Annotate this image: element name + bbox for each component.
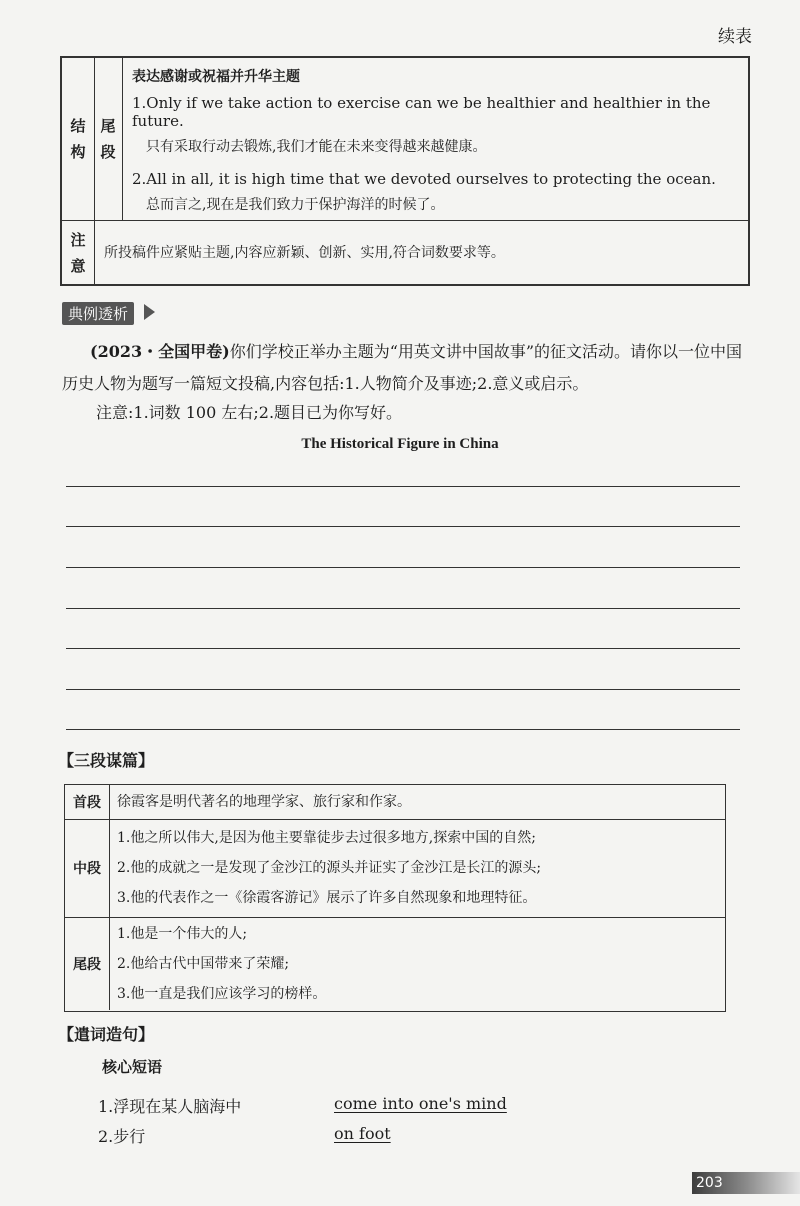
outline-line: 3.他的代表作之一《徐霞客游记》展示了许多自然现象和地理特征。 bbox=[117, 890, 537, 906]
ending-label: 尾 段 bbox=[94, 58, 123, 220]
core-phrases-subheading: 核心短语 bbox=[102, 1058, 163, 1076]
three-parts-heading: 【三段谋篇】 bbox=[58, 751, 155, 770]
outline-row-last bbox=[65, 917, 725, 1010]
outline-row-middle bbox=[65, 819, 725, 918]
example-en: 1.Only if we take action to exercise can we be healthier and healthier in the future. bbox=[132, 94, 711, 130]
prompt-note: 注意:1.词数 100 左右;2.题目已为你写好。 bbox=[96, 403, 403, 422]
ending-heading: 表达感谢或祝福并升华主题 bbox=[132, 69, 300, 85]
note-label: 注 意 bbox=[62, 220, 95, 286]
prompt-paragraph bbox=[62, 336, 752, 400]
phrase-cn: 1.浮现在某人脑海中 bbox=[98, 1097, 242, 1116]
triangle-arrow-icon bbox=[144, 304, 155, 320]
ending-content bbox=[132, 66, 740, 228]
outline-line: 2.他给古代中国带来了荣耀; bbox=[117, 956, 290, 972]
writing-line[interactable] bbox=[66, 567, 740, 568]
prompt-source: (2023・全国甲卷) bbox=[90, 342, 230, 361]
word-building-heading: 【遣词造句】 bbox=[58, 1025, 155, 1044]
writing-line[interactable] bbox=[66, 729, 740, 730]
note-text: 所投稿件应紧贴主题,内容应新颖、创新、实用,符合词数要求等。 bbox=[104, 245, 505, 261]
outline-line: 2.他的成就之一是发现了金沙江的源头并证实了金沙江是长江的源头; bbox=[117, 860, 542, 876]
example-zh: 只有采取行动去锻炼,我们才能在未来变得越来越健康。 bbox=[146, 139, 487, 155]
writing-line[interactable] bbox=[66, 648, 740, 649]
outline-line: 1.他是一个伟大的人; bbox=[117, 926, 248, 942]
writing-line[interactable] bbox=[66, 608, 740, 609]
note-row bbox=[62, 220, 748, 286]
outline-table bbox=[64, 784, 726, 1012]
outline-line: 徐霞客是明代著名的地理学家、旅行家和作家。 bbox=[117, 794, 411, 810]
structure-row bbox=[62, 58, 748, 221]
phrase-en: come into one's mind bbox=[334, 1094, 507, 1113]
section-tag: 典例透析 bbox=[62, 302, 134, 325]
writing-line[interactable] bbox=[66, 526, 740, 527]
structure-label: 结 构 bbox=[62, 58, 95, 220]
writing-line[interactable] bbox=[66, 486, 740, 487]
outline-line: 3.他一直是我们应该学习的榜样。 bbox=[117, 986, 327, 1002]
outline-line: 1.他之所以伟大,是因为他主要靠徒步去过很多地方,探索中国的自然; bbox=[117, 830, 536, 846]
essay-title: The Historical Figure in China bbox=[301, 436, 499, 452]
structure-table bbox=[60, 56, 750, 286]
phrase-cn: 2.步行 bbox=[98, 1127, 146, 1146]
outline-label: 中段 bbox=[65, 819, 110, 917]
prompt-body: 你们学校正举办主题为“用英文讲中国故事”的征文活动。请你以一位中国历史人物为题写一篇短文投稿,内容包括:1.人物简介及事迹;2.意义或启示。 bbox=[62, 342, 743, 393]
continued-label: 续表 bbox=[718, 27, 752, 47]
phrase-en: on foot bbox=[334, 1124, 391, 1143]
page-number: 203 bbox=[692, 1172, 800, 1194]
outline-label: 首段 bbox=[65, 785, 110, 819]
writing-line[interactable] bbox=[66, 689, 740, 690]
example-zh: 总而言之,现在是我们致力于保护海洋的时候了。 bbox=[146, 197, 445, 213]
outline-label: 尾段 bbox=[65, 917, 110, 1010]
outline-row-first bbox=[65, 785, 725, 820]
example-en: 2.All in all, it is high time that we devoted ourselves to protecting the ocean. bbox=[132, 170, 716, 188]
